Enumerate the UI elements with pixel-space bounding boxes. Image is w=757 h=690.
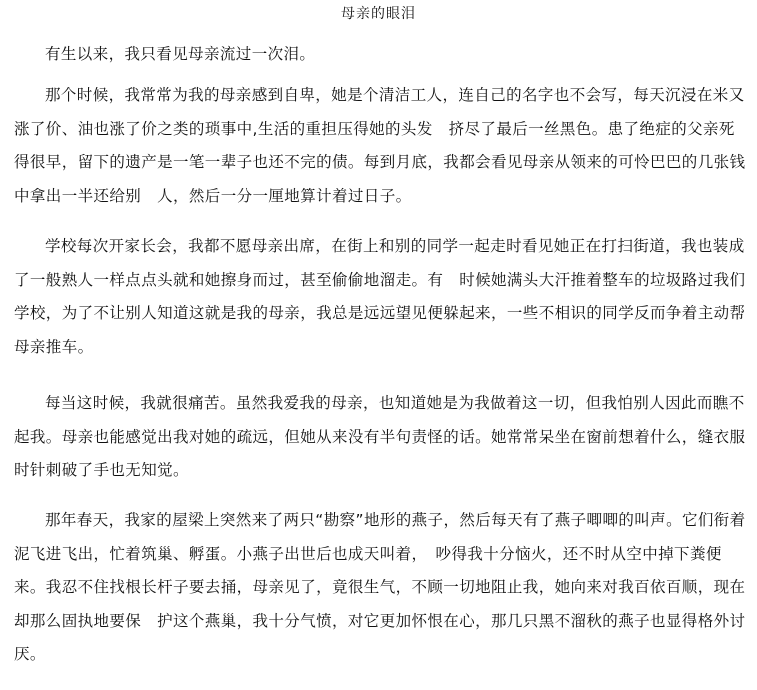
paragraph-4: 每当这时候，我就很痛苦。虽然我爱我的母亲，也知道她是为我做着这一切，但我怕别人因此而瞧不起我。母亲也能感觉出我对她的疏远，但她从来没有半句责怪的话。她常常呆坐在窗前想着什么，缝衣服时针刺破了手也无知觉。	[14, 394, 746, 479]
paragraph-2: 那个时候，我常常为我的母亲感到自卑，她是个清洁工人，连自己的名字也不会写，每天沉浸在米又涨了价、油也涨了价之类的琐事中,生活的重担压得她的头发 挤尽了最后一丝黑色。患了绝症的父亲死得很早，留下的遗产是一笔一辈子也还不完的债。每到月底，我都会看见母亲从领来的可怜巴巴的几张钱中拿出一半还给别 人，然后一分一厘地算计着过日子。	[14, 86, 746, 205]
paragraph-5: 那年春天，我家的屋梁上突然来了两只“勘察”地形的燕子，然后每天有了燕子唧唧的叫声。它们衔着泥飞进飞出，忙着筑巢、孵蛋。小燕子出世后也成天叫着， 吵得我十分恼火，还不时从空中掉下粪便来。我忍不住找根长杆子要去捅，母亲见了，竟很生气，不顾一切地阻止我，她向来对我百依百顺，现在却那么固执地要保 护这个燕巢，我十分气愤，对它更加怀恨在心，那几只黑不溜秋的燕子也显得格外讨厌。	[14, 511, 746, 663]
paragraph-1: 有生以来，我只看见母亲流过一次泪。	[45, 45, 316, 63]
document-title: 母亲的眼泪	[341, 6, 416, 22]
paragraph-3: 学校每次开家长会，我都不愿母亲出席，在街上和别的同学一起走时看见她正在打扫街道，我也装成了一般熟人一样点点头就和她擦身而过，甚至偷偷地溜走。有 时候她满头大汗推着整车的垃圾路过我们学校，为了不让别人知道这就是我的母亲，我总是远远望见便躲起来，一些不相识的同学反而争着主动帮母亲推车。	[14, 237, 746, 356]
